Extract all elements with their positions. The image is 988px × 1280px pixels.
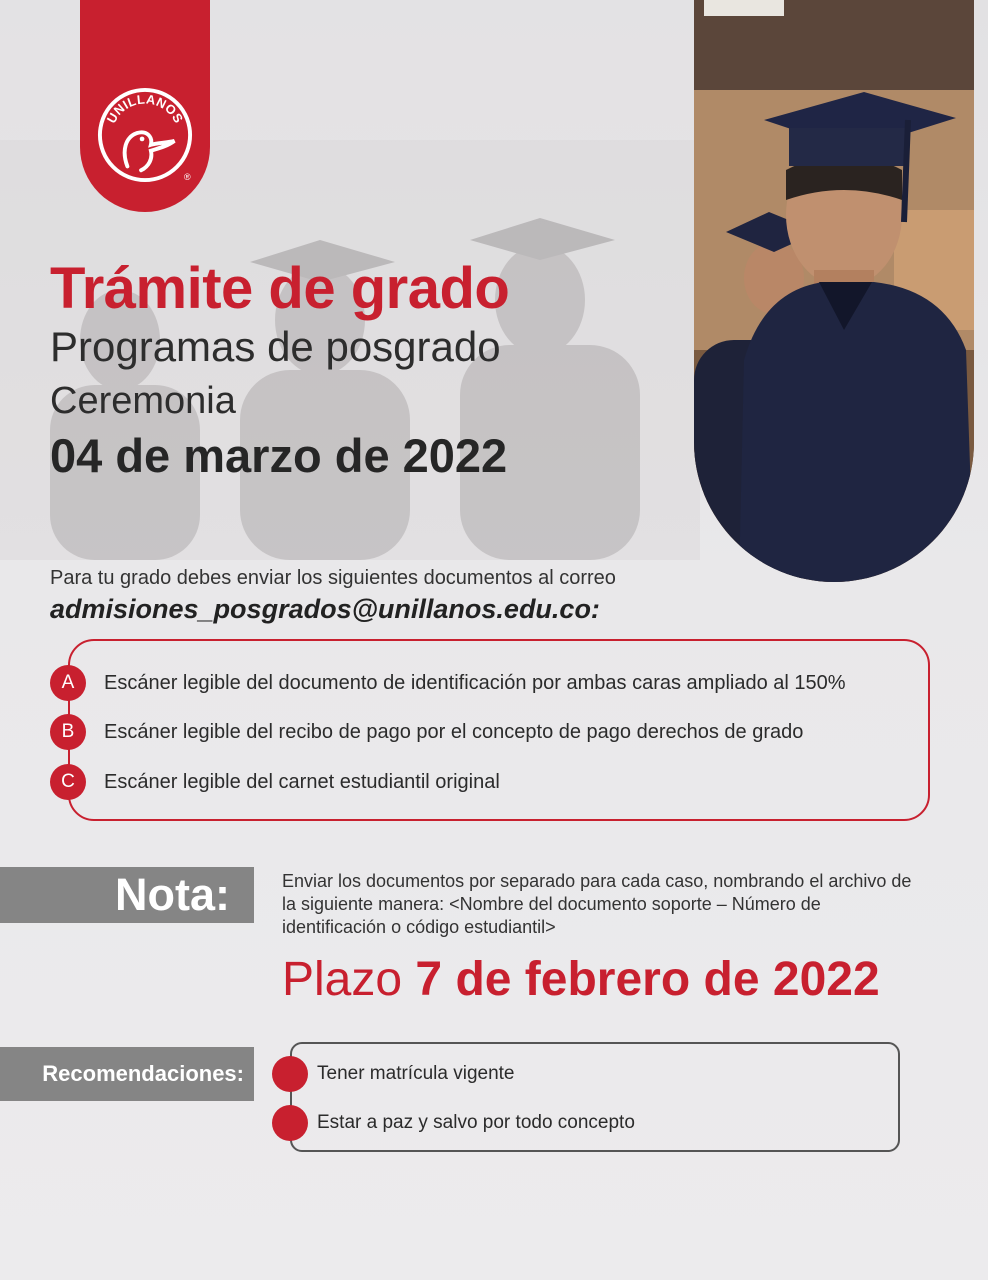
requirement-text: Escáner legible del documento de identificación por ambas caras ampliado al 150% (104, 671, 846, 694)
requirement-badge: A (50, 665, 86, 701)
recommendation-item (272, 1056, 515, 1092)
recommendations-label: Recomendaciones: (42, 1061, 244, 1086)
program-subtitle: Programas de posgrado (50, 323, 501, 370)
recommendation-text: Estar a paz y salvo por todo concepto (317, 1112, 635, 1133)
recommendation-text: Tener matrícula vigente (317, 1063, 515, 1084)
requirement-badge: C (50, 764, 86, 800)
requirement-text: Escáner legible del carnet estudiantil original (104, 770, 500, 793)
graduate-photo (694, 0, 974, 582)
page-title: Trámite de grado (50, 256, 510, 321)
svg-text:UNILLANOS: UNILLANOS (103, 91, 187, 126)
recommendations-tag (0, 1047, 254, 1101)
bullet-dot-icon (272, 1105, 308, 1141)
bullet-dot-icon (272, 1056, 308, 1092)
logo-tab (80, 0, 210, 212)
documents-intro: Para tu grado debes enviar los siguientes documentos al correo (50, 567, 616, 589)
requirement-item-b (50, 714, 803, 750)
heron-logo-icon (96, 86, 194, 184)
recommendation-item (272, 1105, 635, 1141)
admissions-email[interactable]: admisiones_posgrados@unillanos.edu.co: (50, 594, 600, 624)
registered-mark: ® (184, 172, 191, 182)
deadline (282, 952, 880, 1007)
requirement-badge: B (50, 714, 86, 750)
requirement-text: Escáner legible del recibo de pago por el concepto de pago derechos de grado (104, 720, 804, 743)
deadline-date: 7 de febrero de 2022 (415, 953, 880, 1006)
deadline-prefix: Plazo (282, 953, 403, 1006)
requirement-item-a (50, 665, 846, 701)
ceremony-date: 04 de marzo de 2022 (50, 429, 508, 482)
note-tag (0, 867, 254, 923)
note-label: Nota: (115, 869, 230, 920)
ceremony-label: Ceremonia (50, 380, 236, 422)
requirement-item-c (50, 764, 500, 800)
note-text: Enviar los documentos por separado para cada caso, nombrando el archivo de la siguiente manera: <Nombre del documento soporte – Número de identificación o código estudiantil> (282, 871, 912, 937)
